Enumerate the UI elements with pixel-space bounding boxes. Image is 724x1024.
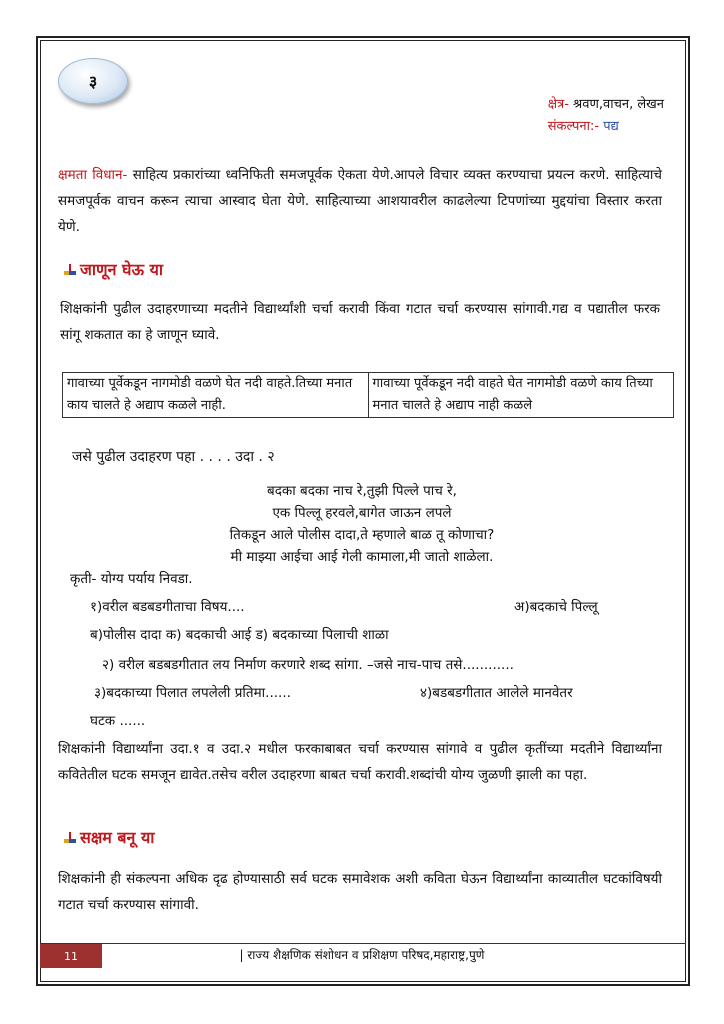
footer-organization: | राज्य शैक्षणिक संशोधन व प्रशिक्षण परिषद,महाराष्ट्र,पुणे: [239, 948, 485, 962]
section2-paragraph: शिक्षकांनी ही संकल्पना अधिक दृढ होण्यासाठी सर्व घटक समावेशक अशी कविता घेऊन विद्यार्थ्यांना काव्यातील घटकांविषयी गटात चर्चा करण्यास सांगावी.: [58, 871, 662, 913]
section-heading-know: [64, 258, 163, 280]
question-4-continued: घटक ......: [90, 713, 146, 729]
teacher-note-paragraph: शिक्षकांनी विद्यार्थ्यांना उदा.१ व उदा.२ मधील फरकाबाबत चर्चा करण्यास सांगावे व पुढील कृतींच्या मदतीने विद्यार्थ्यांना कवितेतील घटक समजून द्यावेत.तसेच वरील उदाहरणा बाबत चर्चा करावी.शब्दांची योग्य जुळणी झाली का पहा.: [58, 741, 662, 783]
table-row: [63, 373, 674, 418]
poem-line-1: बदका बदका नाच रे,तुझी पिल्ले पाच रे,: [267, 483, 457, 499]
competency-label: क्षमता विधान-: [58, 167, 128, 183]
poem-line-2: एक पिल्लू हरवले,बागेत जाऊन लपले: [272, 505, 452, 521]
comparison-table: [62, 372, 674, 418]
meta-block: [548, 94, 664, 138]
poem-line-4: मी माझ्या आईचा आई गेली कामाला,मी जातो शाळेला.: [230, 549, 494, 565]
table-cell-verse: गावाच्या पूर्वेकडून नदी वाहते घेत नागमोडी वळणे काय तिच्या मनात चालते हे अद्याप नाही कळले: [368, 373, 674, 418]
field-value: श्रवण,वाचन, लेखन: [568, 97, 664, 112]
section-heading-empower-text: सक्षम बनू या: [80, 828, 155, 847]
table-cell-prose: गावाच्या पूर्वेकडून नागमोडी वळणे घेत नदी वाहते.तिच्या मनात काय चालते हे अद्याप कळले नाही.: [63, 373, 369, 418]
section-heading-empower: [64, 826, 154, 848]
poem-line-3: तिकडून आले पोलीस दादा,ते म्हणाले बाळ तू कोणाचा?: [229, 527, 495, 543]
question-1-option-a: अ)बदकाचे पिल्लू: [514, 599, 598, 615]
footer-divider: [40, 943, 686, 944]
question-3: ३)बदकाच्या पिलात लपलेली प्रतिमा......: [94, 685, 291, 701]
field-line: [548, 94, 664, 116]
section1-paragraph: शिक्षकांनी पुढील उदाहरणाच्या मदतीने विद्यार्थ्यांशी चर्चा करावी किंवा गटात चर्चा करण्यास सांगावी.गद्य व पद्यातील फरक सांगू शकतात का हे जाणून घ्यावे.: [60, 301, 660, 343]
field-label: क्षेत्र-: [547, 97, 569, 112]
chapter-number-badge: [58, 58, 128, 104]
concept-line: [548, 116, 664, 138]
question-2: २) वरील बडबडगीतात लय निर्माण करणारे शब्द सांगा. –जसे नाच-पाच तसे............: [102, 657, 514, 673]
section-heading-know-text: जाणून घेऊ या: [80, 260, 164, 279]
competency-paragraph: [58, 162, 662, 240]
page-number: 11: [64, 949, 78, 963]
chapter-number: ३: [88, 72, 98, 91]
competency-text: साहित्य प्रकारांच्या ध्वनिफिती समजपूर्वक ऐकता येणे.आपले विचार व्यक्त करण्याचा प्रयत्न करणे. साहित्याचे समजपूर्वक वाचन करून त्याचा आस्वाद घेता येणे. साहित्याच्या आशयावरील काढलेल्या टिपणांच्या मुद्दयांचा विस्तार करता येणे.: [58, 167, 662, 235]
question-4: ४)बडबडगीतात आलेले मानवेतर: [420, 685, 573, 701]
concept-label: संकल्पना:-: [547, 119, 600, 134]
concept-value: पद्य: [599, 119, 619, 134]
bullet-icon: [64, 832, 76, 844]
activity-title: कृती- योग्य पर्याय निवडा.: [70, 571, 193, 587]
bullet-icon: [64, 264, 76, 276]
example-heading: जसे पुढील उदाहरण पहा . . . . उदा . २: [72, 449, 275, 465]
question-1-options: ब)पोलीस दादा क) बदकाची आई ड) बदकाच्या पिलाची शाळा: [90, 627, 389, 643]
question-1: १)वरील बडबडगीताचा विषय....: [90, 599, 245, 615]
